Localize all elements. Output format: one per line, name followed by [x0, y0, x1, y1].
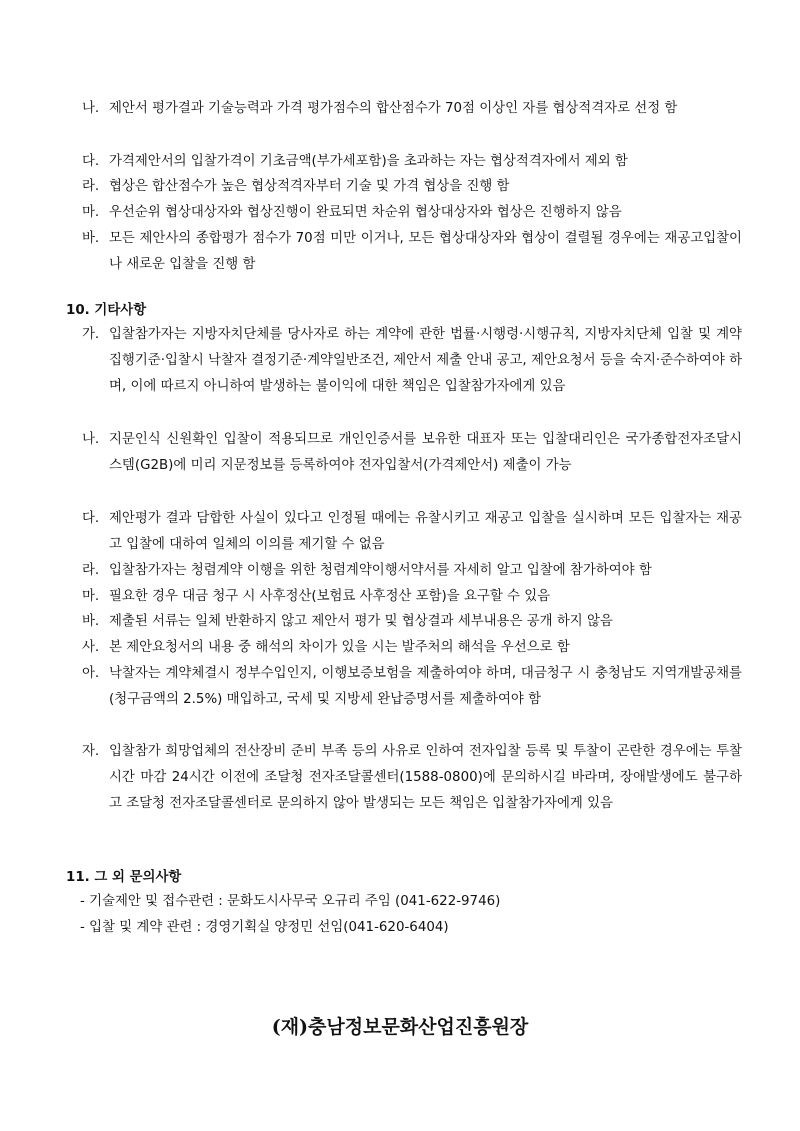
item-marker: 라. — [82, 563, 100, 578]
contact-bid-contract: - 입찰 및 계약 관련 : 경영기획실 양정민 선임(041-620-6404) — [80, 920, 449, 935]
item-text: 본 제안요청서의 내용 중 해석의 차이가 있을 시는 발주처의 해석을 우선으로 함 — [109, 640, 570, 655]
item-text: 제안서 평가결과 기술능력과 가격 평가점수의 합산점수가 70점 이상인 자를 협상적격자로 선정 함 — [109, 101, 678, 116]
item-text: 협상은 합산점수가 높은 협상적격자부터 기술 및 가격 협상을 진행 함 — [109, 179, 510, 194]
item-text: 제출된 서류는 일체 반환하지 않고 제안서 평가 및 협상결과 세부내용은 공개 하지 않음 — [109, 614, 613, 629]
item-marker: 마. — [82, 589, 100, 604]
item-marker: 가. — [82, 327, 100, 342]
item-marker: 나. — [82, 101, 100, 116]
sec10-item-ba — [82, 609, 742, 635]
sec10-item-na — [82, 427, 742, 479]
sec10-item-ja — [82, 739, 742, 817]
item-text: 가격제안서의 입찰가격이 기초금액(부가세포함)을 초과하는 자는 협상적격자에서 제외 함 — [109, 154, 628, 169]
item-marker: 바. — [82, 614, 100, 629]
sec10-item-ma — [82, 584, 742, 610]
section-11-title: 11. 그 외 문의사항 — [66, 870, 182, 885]
item-marker: 다. — [82, 154, 100, 169]
sec9-item-na — [82, 96, 742, 122]
item-text: 입찰참가자는 청렴계약 이행을 위한 청렴계약이행서약서를 자세히 알고 입찰에 참가하여야 함 — [109, 563, 652, 578]
item-marker: 나. — [82, 432, 100, 447]
item-marker: 아. — [82, 666, 100, 681]
item-marker: 자. — [82, 744, 100, 759]
item-marker: 사. — [82, 640, 100, 655]
contact-tech-proposal: - 기술제안 및 접수관련 : 문화도시사무국 오규리 주임 (041-622-9746) — [80, 894, 501, 909]
section-10-title: 10. 기타사항 — [66, 303, 147, 318]
sec9-item-da — [82, 149, 742, 175]
item-text: 필요한 경우 대금 청구 시 사후정산(보험료 사후정산 포함)을 요구할 수 있음 — [109, 589, 551, 604]
item-text: 입찰참가 희망업체의 전산장비 준비 부족 등의 사유로 인하여 전자입찰 등록 및 투찰이 곤란한 경우에는 투찰시간 마감 24시간 이전에 조달청 전자조달콜센터(1588-0800)에 문의하시길 바라며, 장애발생에도 불구하고 조달청 전자조달콜센터로 문의하지 않아 발생되는 모든 책임은 입찰참가자에게 있음 — [109, 744, 742, 811]
sec10-item-sa — [82, 635, 742, 661]
sec10-item-ra — [82, 558, 742, 584]
sec10-item-da — [82, 506, 742, 558]
sec9-item-ra — [82, 174, 742, 200]
sec10-item-ga — [82, 322, 742, 400]
item-text: 입찰참가자는 지방자치단체를 당사자로 하는 계약에 관한 법률·시행령·시행규칙, 지방자치단체 입찰 및 계약 집행기준·입찰시 낙찰자 결정기준·계약일반조건, 제안서 제출 안내 공고, 제안요청서 등을 숙지·준수하여야 하며, 이에 따르지 아니하여 발생하는 불이익에 대한 책임은 입찰참가자에게 있음 — [109, 327, 742, 394]
issuer-name: (재)충남정보문화산업진흥원장 — [271, 1016, 529, 1038]
item-text: 제안평가 결과 담합한 사실이 있다고 인정될 때에는 유찰시키고 재공고 입찰을 실시하며 모든 입찰자는 재공고 입찰에 대하여 일체의 이의를 제기할 수 없음 — [109, 511, 742, 552]
item-marker: 다. — [82, 511, 100, 526]
item-marker: 라. — [82, 179, 100, 194]
sec9-item-ba — [82, 226, 742, 278]
item-text: 지문인식 신원확인 입찰이 적용되므로 개인인증서를 보유한 대표자 또는 입찰대리인은 국가종합전자조달시스템(G2B)에 미리 지문정보를 등록하여야 전자입찰서(가격제안서) 제출이 가능 — [109, 432, 742, 473]
item-text: 모든 제안사의 종합평가 점수가 70점 미만 이거나, 모든 협상대상자와 협상이 결렬될 경우에는 재공고입찰이나 새로운 입찰을 진행 함 — [109, 231, 742, 272]
sec10-item-a — [82, 661, 742, 713]
item-marker: 바. — [82, 231, 100, 246]
item-text: 낙찰자는 계약체결시 정부수입인지, 이행보증보험을 제출하여야 하며, 대금청구 시 충청남도 지역개발공채를(청구금액의 2.5%) 매입하고, 국세 및 지방세 완납증명서를 제출하여야 함 — [109, 666, 742, 707]
item-text: 우선순위 협상대상자와 협상진행이 완료되면 차순위 협상대상자와 협상은 진행하지 않음 — [109, 205, 622, 220]
sec9-item-ma — [82, 200, 742, 226]
item-marker: 마. — [82, 205, 100, 220]
